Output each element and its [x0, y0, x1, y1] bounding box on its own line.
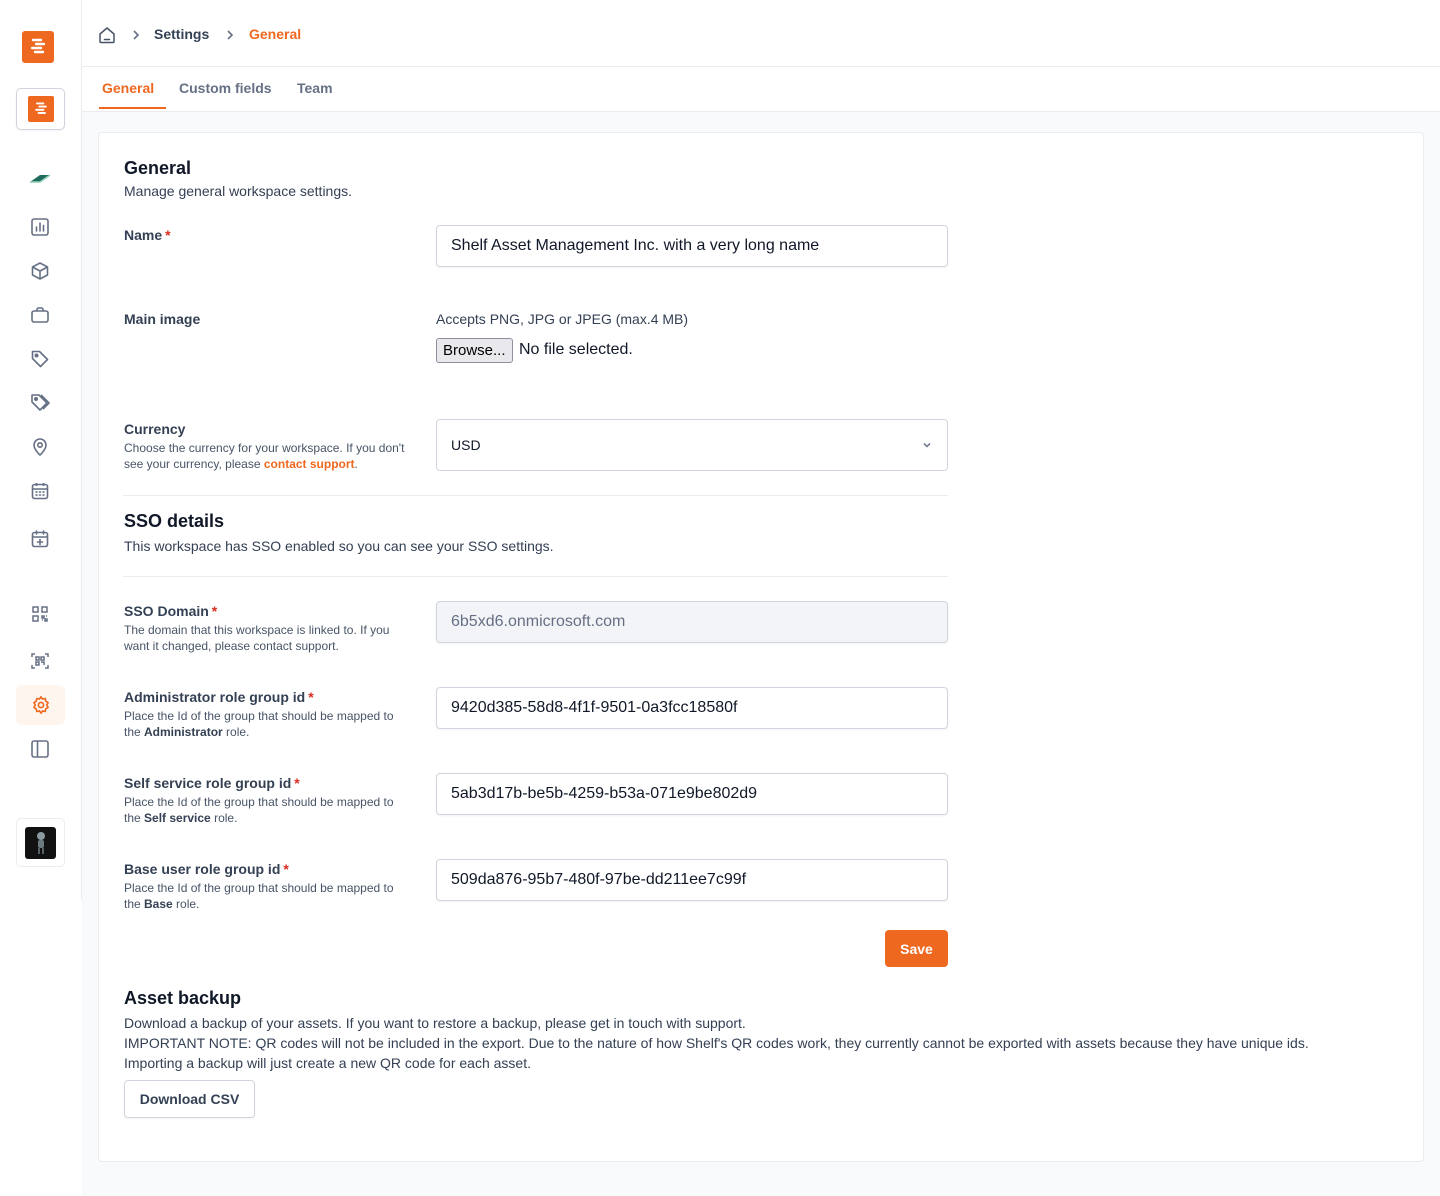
general-subtitle: Manage general workspace settings. [124, 183, 353, 199]
admin-role-hint: Place the Id of the group that should be mapped to the Administrator role. [124, 709, 394, 739]
backup-line-2: IMPORTANT NOTE: QR codes will not be included in the export. Due to the nature of how Shelf's QR codes work, they currently cannot be exported with assets because they have unique ids. [124, 1035, 1309, 1051]
avatar-figure-icon [33, 831, 49, 855]
general-title: General [124, 158, 192, 178]
bookings-icon[interactable] [24, 523, 56, 555]
image-hint: Accepts PNG, JPG or JPEG (max.4 MB) [436, 311, 689, 327]
dashboard-icon[interactable] [24, 211, 56, 243]
backup-line-1: Download a backup of your assets. If you want to restore a backup, please get in touch with support. [124, 1015, 746, 1031]
browse-button[interactable]: Browse... [436, 338, 513, 363]
tab-custom-fields[interactable]: Custom fields [179, 80, 272, 96]
currency-value: USD [451, 437, 481, 453]
self-service-role-label: Self service role group id * [124, 775, 300, 791]
backup-title: Asset backup [124, 988, 242, 1008]
chevron-right-icon [224, 28, 236, 46]
shelf-logo[interactable] [22, 31, 54, 63]
self-service-role-hint: Place the Id of the group that should be mapped to the Self service role. [124, 795, 394, 825]
location-icon[interactable] [24, 431, 56, 463]
sso-domain-input: 6b5xd6.onmicrosoft.com [436, 601, 948, 643]
user-avatar[interactable] [16, 818, 65, 867]
home-icon[interactable] [98, 26, 116, 49]
settings-tabs [82, 67, 1440, 112]
sso-domain-label: SSO Domain * [124, 603, 218, 619]
tag-icon[interactable] [24, 343, 56, 375]
divider [123, 576, 948, 577]
tab-general[interactable]: General [99, 80, 166, 109]
calendar-icon[interactable] [24, 475, 56, 507]
assets-icon[interactable] [24, 255, 56, 287]
kits-icon[interactable] [24, 299, 56, 331]
shelf-logo-icon [28, 37, 48, 57]
sso-domain-hint: The domain that this workspace is linked to. If you want it changed, please contact support. [124, 623, 390, 653]
main-image-label: Main image [124, 311, 201, 327]
name-input[interactable]: Shelf Asset Management Inc. with a very long name [436, 225, 948, 267]
contact-support-link[interactable]: contact support [263, 457, 355, 471]
collapse-sidebar-icon[interactable] [24, 733, 56, 765]
chevron-down-icon [921, 439, 933, 451]
file-status: No file selected. [519, 341, 633, 358]
currency-hint: Choose the currency for your workspace. If you don't see your currency, please contact support. [124, 441, 405, 471]
base-role-input[interactable]: 509da876-95b7-480f-97be-dd211ee7c99f [436, 859, 948, 901]
qr-icon[interactable] [24, 598, 56, 630]
sso-title: SSO details [124, 511, 225, 531]
admin-role-label: Administrator role group id * [124, 689, 314, 705]
workspace-switcher[interactable] [16, 88, 65, 130]
admin-role-input[interactable]: 9420d385-58d8-4f1f-9501-0a3fcc18580f [436, 687, 948, 729]
currency-label: Currency [124, 421, 186, 437]
settings-icon[interactable] [16, 685, 65, 725]
backup-description [124, 1013, 1404, 1073]
chevron-right-icon [130, 28, 142, 46]
breadcrumb [82, 0, 1440, 67]
base-role-label: Base user role group id * [124, 861, 289, 877]
save-button[interactable]: Save [885, 930, 948, 967]
sso-subtitle: This workspace has SSO enabled so you can see your SSO settings. [124, 538, 554, 554]
breadcrumb-current: General [249, 26, 302, 42]
name-label: Name * [124, 227, 171, 243]
sidebar [0, 0, 82, 900]
download-csv-button[interactable]: Download CSV [124, 1080, 255, 1118]
scanner-icon[interactable] [24, 645, 56, 677]
divider [123, 495, 948, 496]
settings-card [98, 132, 1424, 1162]
base-role-hint: Place the Id of the group that should be mapped to the Base role. [124, 881, 394, 911]
tab-team[interactable]: Team [297, 80, 333, 96]
workspace-logo-icon [33, 101, 49, 117]
breadcrumb-settings[interactable]: Settings [154, 26, 210, 42]
self-service-role-input[interactable]: 5ab3d17b-be5b-4259-b53a-071e9be802d9 [436, 773, 948, 815]
update-banner-icon[interactable] [24, 162, 56, 194]
currency-select[interactable] [436, 419, 948, 471]
tags-icon[interactable] [24, 387, 56, 419]
backup-line-3: Importing a backup will just create a new QR code for each asset. [124, 1055, 531, 1071]
